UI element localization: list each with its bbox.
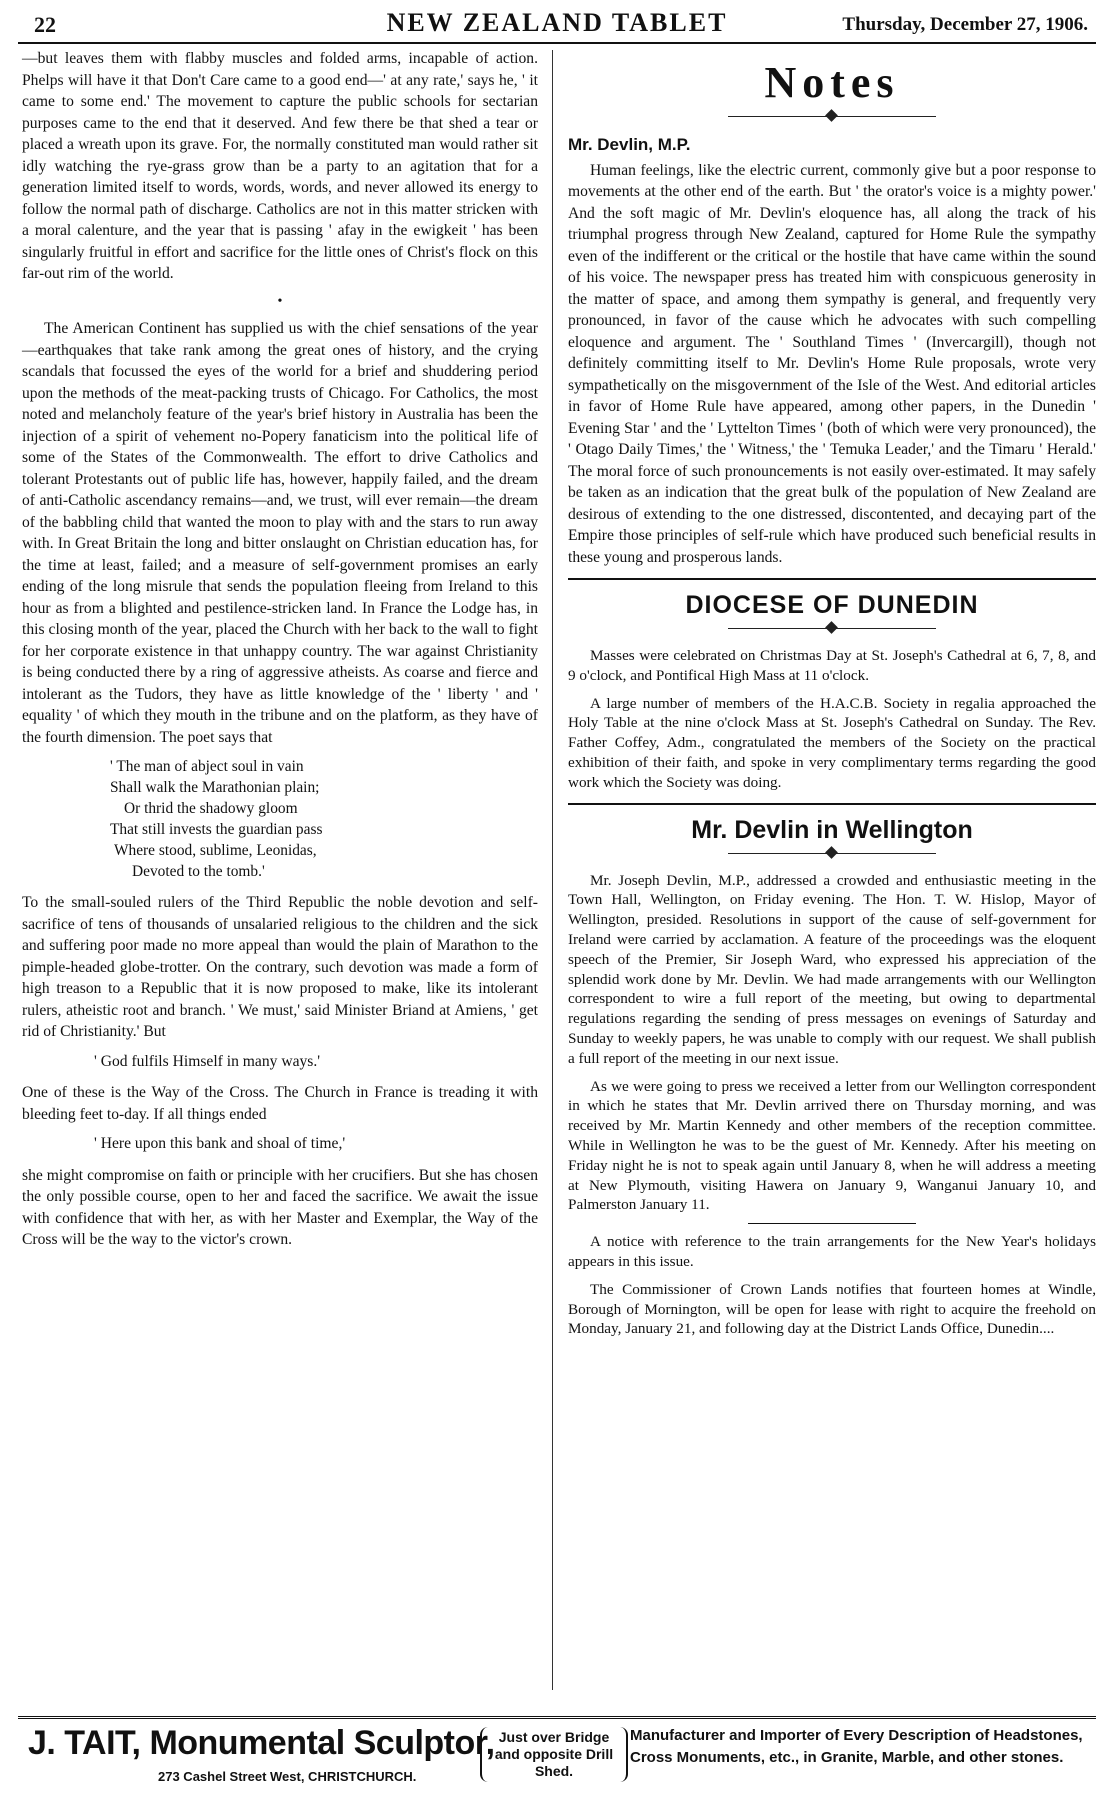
devlin-subheading: Mr. Devlin, M.P. <box>568 135 691 154</box>
diocese-heading: DIOCESE OF DUNEDIN <box>685 591 979 619</box>
left-paragraph-4: One of these is the Way of the Cross. The Church in France is treading it with bleeding feet to-day. If all things ended <box>22 1084 538 1123</box>
poem-quotation <box>22 756 538 882</box>
ornament-rule <box>568 847 1096 861</box>
left-column <box>22 48 538 1259</box>
advert-business-name: J. TAIT, Monumental Sculptor, <box>28 1724 495 1762</box>
right-column <box>568 48 1096 1347</box>
wellington-paragraph-2: As we were going to press we received a letter from our Wellington correspondent in which he states that Mr. Devlin arrived there on Thursday morning, and was received by Mr. Martin Kennedy and other members of the reception committee. While in Wellington he was to be the guest of Mr. Kennedy. After his meeting on Friday night he is not to speak again until January 8, when he will address a meeting at New Plymouth, visiting Hawera on January 9, Wanganui January 10, and Palmerston January 11. <box>568 1077 1096 1214</box>
masthead <box>18 8 1096 44</box>
section-rule <box>568 578 1096 580</box>
advert-address: 273 Cashel Street West, CHRISTCHURCH. <box>158 1769 417 1784</box>
poem-line: ' The man of abject soul in vain <box>110 758 304 775</box>
notice-paragraph-1: A notice with reference to the train arrangements for the New Year's holidays appears in this issue. <box>568 1233 1096 1270</box>
poem-line: That still invests the guardian pass <box>110 821 323 838</box>
notice-paragraph-2: The Commissioner of Crown Lands notifies that fourteen homes at Windle, Borough of Mornington, will be open for lease with right to acquire the freehold on Monday, January 21, and following day at the District Lands Office, Dunedin.... <box>568 1280 1096 1338</box>
quote-god-fulfils: ' God fulfils Himself in many ways.' <box>94 1052 321 1070</box>
ornament-rule <box>568 110 1096 124</box>
advertisement-bar <box>18 1716 1096 1803</box>
diocese-paragraph-1: Masses were celebrated on Christmas Day at St. Joseph's Cathedral at 6, 7, 8, and 9 o'clock, and Pontifical High Mass at 11 o'clock. <box>568 647 1096 684</box>
poem-line: Devoted to the tomb.' <box>132 863 265 880</box>
column-divider <box>552 50 553 1690</box>
publication-title: NEW ZEALAND TABLET <box>386 8 728 37</box>
poem-line: Or thrid the shadowy gloom <box>124 800 298 817</box>
advert-location-note: Just over Bridge and opposite Drill Shed. <box>480 1727 628 1782</box>
left-paragraph-3: To the small-souled rulers of the Third Republic the noble devotion and self-sacrifice of tens of thousands of unsalaried religious to the children and the sick and suffering poor made no more appeal than would the plain of Marathon to the pimple-headed globe-trotter. On the contrary, such devotion was made a form of high treason to a Republic that it is now proposed to make, like its intolerant rulers, atheistic root and branch. ' We must,' said Minister Briand at Amiens, ' get rid of Christianity.' But <box>22 894 538 1040</box>
page-number: 22 <box>34 12 56 37</box>
quote-bank-and-shoal: ' Here upon this bank and shoal of time,' <box>94 1135 346 1152</box>
poem-line: Where stood, sublime, Leonidas, <box>114 842 317 859</box>
wellington-paragraph-1: Mr. Joseph Devlin, M.P., addressed a crowded and enthusiastic meeting in the Town Hall, Wellington, on Friday evening. The Hon. T. W. Hislop, Mayor of Wellington, presided. Resolutions in support of the cause of self-government for Ireland were carried by acclamation. A feature of the proceedings was the eloquent speech of the Premier, Sir Joseph Ward, who expressed his appreciation of the splendid work done by Mr. Devlin. We had made arrangements with our Wellington correspondent to wire a full report of the meeting, but owing to departmental regulations regarding the sending of press messages on evenings of Saturday and Sunday to weekly papers, he was unable to comply with our request. We shall publish a full report of the meeting in our next issue. <box>568 871 1096 1067</box>
issue-date: Thursday, December 27, 1906. <box>842 14 1088 35</box>
poem-line: Shall walk the Marathonian plain; <box>110 779 320 796</box>
separator-dot: • <box>277 293 283 309</box>
notes-heading: Notes <box>764 58 900 107</box>
ornament-rule <box>568 622 1096 636</box>
section-rule <box>568 803 1096 805</box>
short-rule <box>748 1223 916 1224</box>
devlin-paragraph: Human feelings, like the electric current, commonly give but a poor response to movements at the other end of the earth. But ' the orator's voice is a mighty power.' And the soft magic of Mr. Devlin's eloquence has, all along the track of his triumphal progress through New Zealand, captured for Home Rule the sympathy even of the indifferent or the critical or the hostile that have came within the sound of his voice. The newspaper press has treated him with conspicuous generosity in the matter of space, and among them sympathy is general, and frequently very pronounced, in favor of the cause which he advocates with such compelling eloquence and argument. The ' Southland Times ' (Invercargill), though not definitely committing itself to Mr. Devlin's Home Rule proposals, wrote very sympathetically on the misgovernment of the Isle of the West. And editorial articles in favor of Home Rule have appeared, among other papers, in the Dunedin ' Evening Star ' and the ' Lyttelton Times ' (both of which were very pronounced), the ' Otago Daily Times,' the ' Witness,' the ' Temuka Leader,' and the Timaru ' Herald.' The moral force of such pronouncements is not easily over-estimated. It may safely be taken as an indication that the great bulk of the population of New Zealand are desirous of extending to the one distressed, discontented, and decaying part of the Empire those principles of self-rule which have produced such beneficial results in these young and prosperous lands. <box>568 161 1096 566</box>
wellington-heading: Mr. Devlin in Wellington <box>691 815 973 844</box>
left-paragraph-2: The American Continent has supplied us with the chief sensations of the year—earthquakes that take rank among the great ones of history, and the crying scandals that focussed the eyes of the world for a brief and shuddering period upon the methods of the meat-packing trusts of Chicago. For Catholics, the most noted and melancholy feature of the year's brief history in Australia has been the injection of a spirit of vehement no-Popery fanaticism into the political life of some of the States of the Commonwealth. The effort to drive Catholics and tolerant Protestants out of public life has, however, happily failed, and the dream of anti-Catholic ascendancy remains—and, we trust, will ever remain—the dream of the babbling child that wanted the moon to play with and the stars to run away with. In Great Britain the long and bitter onslaught on Christian education has, for the time at least, failed; and a measure of self-government promises an early ending of the long misrule that sends the population fleeing from Ireland to this hour as from a blighted and pestilence-stricken land. In France the Lodge has, in this closing month of the year, placed the Church with her back to the wall to fight for her corporate existence in that unhappy country. The war against Christianity is being conducted there by a ring of aggressive atheists. As coarse and fierce and intolerant as the Tudors, they have as little knowledge of the ' liberty ' and ' equality ' of which they mouth in the tribune and on the platform, as they have of the fourth dimension. The poet says that <box>22 320 538 746</box>
left-paragraph-1: —but leaves them with flabby muscles and folded arms, incapable of action. Phelps will have it that Don't Care came to a good end—' at any rate,' says he, ' it came to some end.' The movement to capture the public schools for sectarian purposes came to the end that it deserved. And few there be that shed a tear or placed a wreath upon its grave. For, the normally constituted man would rather sit idly watching the rye-grass grow than be a party to an agitation that for a generation limited itself to words, words, words, and never allowed its energy to follow the normal path of discharge. Catholics are not in this matter stricken with a moral calenture, and the year that is passing ' afay in the ewigkeit ' has been singularly fruitful in effort and sacrifice for the little ones of Christ's flock on this far-out rim of the world. <box>22 50 538 282</box>
diocese-paragraph-2: A large number of members of the H.A.C.B. Society in regalia approached the Holy Table at the nine o'clock Mass at St. Joseph's Cathedral on Sunday. The Rev. Father Coffey, Adm., congratulated the members of the Society on the practical exhibition of their faith, and spoke in very complimentary terms regarding the good work which the Society was doing. <box>568 694 1096 791</box>
advert-description: Manufacturer and Importer of Every Description of Headstones, Cross Monuments, etc., in Granite, Marble, and other stones. <box>630 1727 1083 1766</box>
left-paragraph-5: she might compromise on faith or principle with her crucifiers. But she has chosen the only possible course, open to her and faced the sacrifice. We await the issue with confidence that with her, as with her Master and Exemplar, the Way of the Cross will be the way to the victor's crown. <box>22 1166 538 1248</box>
